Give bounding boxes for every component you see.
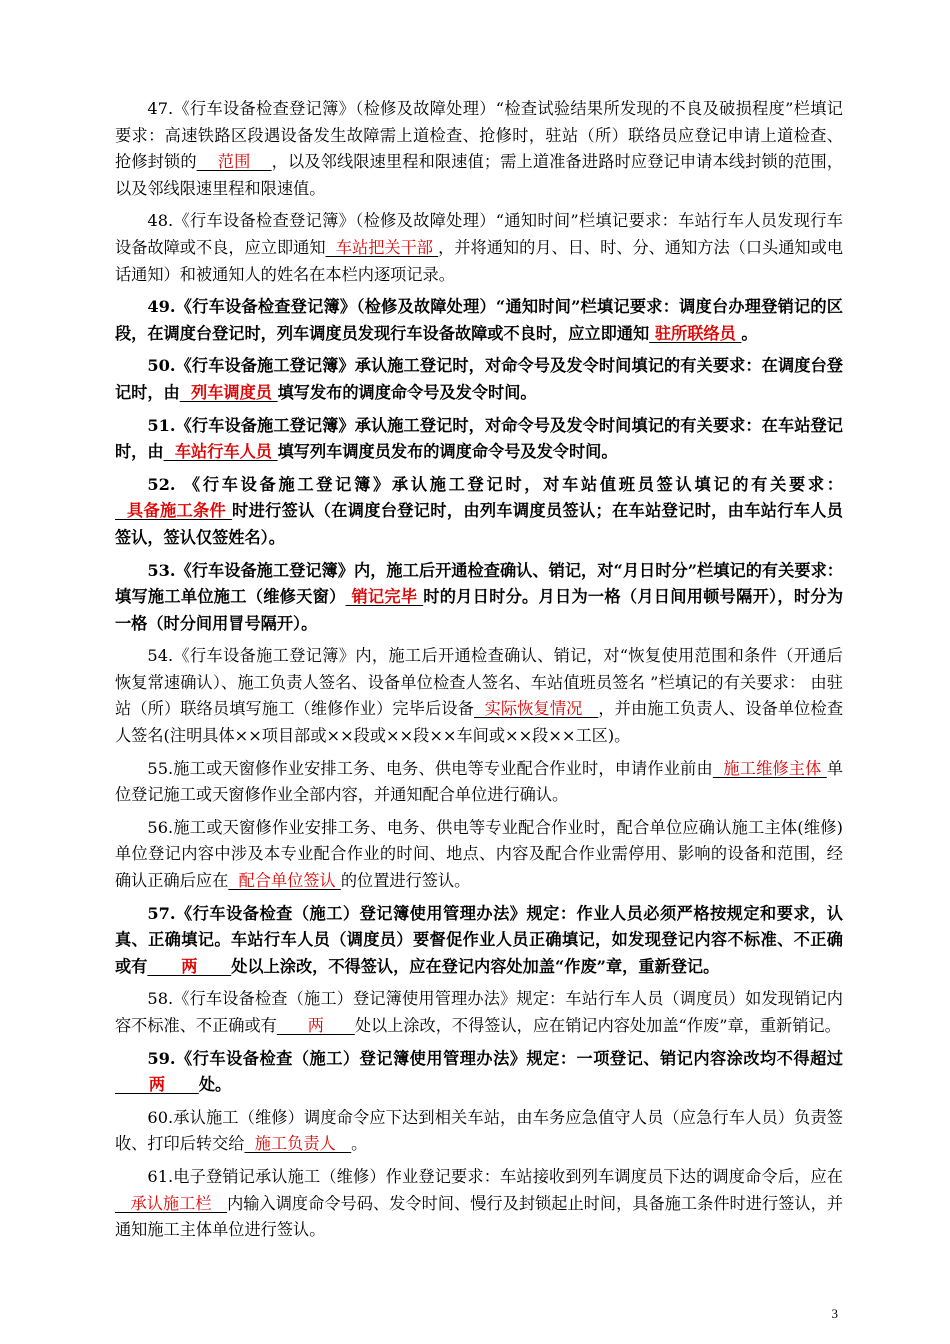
- answer-blank: 车站行车人员: [163, 442, 278, 462]
- question-text: 50.《行车设备施工登记簿》承认施工登记时，对命令号及发令时间填记的有关要求：在调度台登记时，由: [115, 356, 843, 402]
- answer-blank: 承认施工栏: [115, 1193, 228, 1213]
- answer-blank: 两: [276, 1016, 355, 1035]
- question-item: [115, 1105, 843, 1158]
- question-text: 47.《行车设备检查登记簿》（检修及故障处理）“检查试验结果所发现的不良及破损程度”栏填记要求：高速铁路区段遇设备发生故障需上道检查、抢修时，驻站（所）联络员应登记申请上道检查、抢修封锁的: [115, 99, 843, 172]
- answer-blank: 驻所联络员: [649, 323, 742, 343]
- question-text: 54.《行车设备施工登记簿》内，施工后开通检查确认、销记，对“恢复使用范围和条件（开通后恢复常速确认）、施工负责人签名、设备单位检查人签名、车站值班员签名 ”栏填记的有关要求： 由驻站（所）联络员填写施工（维修作业）完毕后设备: [115, 646, 843, 719]
- answer-blank: 配合单位签认: [228, 871, 341, 891]
- question-text: 57.《行车设备检查（施工）登记簿使用管理办法》规定：作业人员必须严格按规定和要求，认真、正确填记。车站行车人员（调度员）要督促作业人员正确填记，如发现登记内容不标准、不正确或有: [115, 903, 843, 976]
- question-text: 55.施工或天窗修作业安排工务、电务、供电等专业配合作业时，申请作业前由: [147, 758, 713, 778]
- question-item: [115, 558, 843, 638]
- question-text: 。: [741, 323, 758, 343]
- answer-blank: 范围: [196, 152, 272, 172]
- question-text: 52. 《行车设备施工登记簿》承认施工登记时，对车站值班员签认填记的有关要求：: [147, 474, 843, 494]
- question-text: ，并将通知的月、日、时、分、通知方法（口头通知或电话通知）和被通知人的姓名在本栏内逐项记录。: [115, 237, 844, 284]
- question-item: [115, 472, 843, 552]
- question-item: [115, 901, 843, 981]
- question-item: [115, 353, 843, 406]
- question-text: 填写列车调度员发布的调度命令号及发令时间。: [277, 442, 618, 462]
- question-item: [115, 413, 843, 466]
- answer-blank: 实际恢复情况: [474, 699, 599, 719]
- question-item: [115, 815, 843, 895]
- question-item: [115, 643, 843, 749]
- question-text: 处以上涂改，不得签认，应在登记内容处加盖“作废”章，重新登记。: [231, 956, 720, 976]
- answer-blank: 施工维修主体: [712, 758, 827, 778]
- question-text: ，以及邻线限速里程和限速值；需上道准备进路时应登记申请本线封锁的范围，以及邻线限速里程和限速值。: [115, 152, 844, 198]
- question-text: 49.《行车设备检查登记簿》（检修及故障处理）“通知时间”栏填记要求：调度台办理登销记的区段，在调度台登记时，列车调度员发现行车设备故障或不良时，应立即通知: [115, 297, 843, 343]
- question-text: 填写发布的调度命令号及发令时间。: [277, 382, 537, 402]
- document-body: [115, 96, 843, 1250]
- answer-blank: 销记完毕: [345, 587, 424, 607]
- question-text: 时进行签认（在调度台登记时，由列车调度员签认；在车站登记时，由车站行车人员签认，签认仅签姓名）。: [115, 501, 843, 547]
- answer-blank: 两: [115, 1075, 199, 1095]
- question-text: 51.《行车设备施工登记簿》承认施工登记时，对命令号及发令时间填记的有关要求：在车站登记时，由: [115, 415, 843, 462]
- answer-blank: 列车调度员: [179, 382, 278, 402]
- question-text: 。: [351, 1134, 368, 1154]
- question-text: 内输入调度命令号码、发令时间、慢行及封锁起止时间，具备施工条件时进行签认，并通知施工主体单位进行签认。: [115, 1193, 844, 1240]
- question-item: [115, 1164, 843, 1244]
- question-text: 53.《行车设备施工登记簿》内，施工后开通检查确认、销记，对“月日时分”栏填记的有关要求：填写施工单位施工（维修天窗）: [115, 560, 843, 607]
- question-text: ，并由施工负责人、设备单位检查人签名(注明具体××项目部或××段或××段××车间或××段××工区)。: [115, 699, 844, 746]
- answer-blank: 具备施工条件: [115, 501, 233, 521]
- question-text: 处。: [198, 1075, 232, 1095]
- question-text: 61.电子登销记承认施工（维修）作业登记要求：车站接收到列车调度员下达的调度命令后，应在: [147, 1166, 843, 1186]
- answer-blank: 车站把关干部: [325, 237, 439, 257]
- question-item: [115, 756, 843, 809]
- question-text: 单位登记施工或天窗修作业全部内容，并通知配合单位进行确认。: [115, 758, 843, 805]
- question-text: 58.《行车设备检查（施工）登记簿使用管理办法》规定：车站行车人员（调度员）如发现销记内容不标准、不正确或有: [115, 989, 843, 1035]
- question-item: [115, 208, 843, 288]
- question-item: [115, 96, 843, 202]
- question-item: [115, 986, 843, 1039]
- page-number: 3: [831, 1306, 838, 1321]
- question-item: [115, 294, 843, 347]
- question-item: [115, 1046, 843, 1099]
- answer-blank: 两: [147, 956, 232, 976]
- question-text: 时的月日时分。月日为一格（月日间用顿号隔开），时分为一格（时分间用冒号隔开）。: [115, 587, 844, 633]
- question-text: 48.《行车设备检查登记簿》（检修及故障处理）“通知时间”栏填记要求：车站行车人员发现行车设备故障或不良，应立即通知: [115, 211, 843, 257]
- question-text: 的位置进行签认。: [340, 871, 471, 891]
- question-text: 60.承认施工（维修）调度命令应下达到相关车站，由车务应急值守人员（应急行车人员）负责签收、打印后转交给: [115, 1107, 843, 1154]
- question-text: 59.《行车设备检查（施工）登记簿使用管理办法》规定：一项登记、销记内容涂改均不得超过: [147, 1048, 843, 1068]
- answer-blank: 施工负责人: [244, 1134, 352, 1154]
- question-text: 处以上涂改，不得签认，应在销记内容处加盖“作废”章，重新销记。: [354, 1016, 841, 1035]
- question-text: 56.施工或天窗修作业安排工务、电务、供电等专业配合作业时，配合单位应确认施工主体(维修)单位登记内容中涉及本专业配合作业的时间、地点、内容及配合作业需停用、影响的设备和范围，经确认正确后应在: [115, 817, 843, 891]
